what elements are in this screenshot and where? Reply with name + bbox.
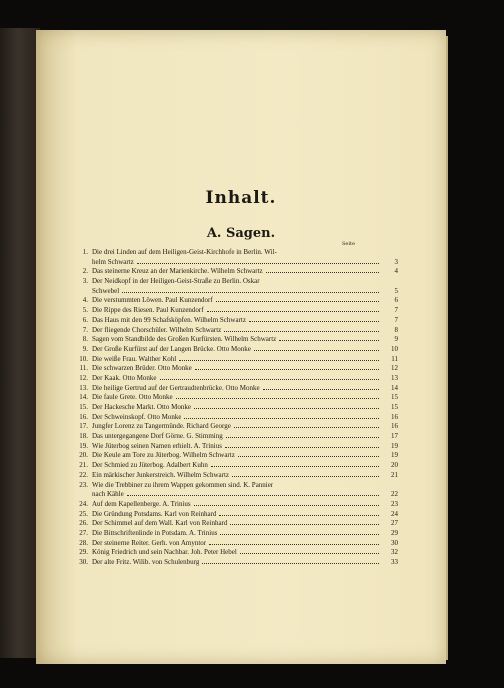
dot-leader (194, 408, 379, 409)
entry-page-number: 7 (394, 315, 398, 324)
entry-page-number: 19 (391, 451, 398, 460)
entry-page-number: 15 (391, 403, 398, 411)
toc-entry-continuation (78, 287, 398, 297)
entry-page-number: 13 (391, 373, 398, 382)
entry-page-number: 23 (391, 499, 398, 508)
toc-entry (78, 529, 398, 539)
toc-entry (78, 393, 398, 403)
entry-title: Die verstummten Löwen. Paul Kunzendorf (92, 296, 213, 305)
dot-leader (137, 263, 379, 264)
toc-entry (78, 345, 398, 355)
entry-number: 17. (79, 422, 88, 431)
entry-number: 4. (82, 296, 88, 305)
toc-entry (78, 248, 398, 258)
entry-title: Der Neidkopf in der Heiligen-Geist-Straße zu Berlin. Oskar (92, 277, 260, 286)
entry-page-number: 30 (391, 538, 398, 547)
entry-number: 22. (79, 470, 88, 479)
entry-page-number: 15 (391, 393, 398, 402)
toc-entry (78, 355, 398, 365)
entry-page-number: 8 (394, 325, 398, 334)
dot-leader (224, 331, 379, 332)
entry-number: 26. (79, 519, 88, 528)
entry-page-number: 16 (391, 422, 398, 431)
toc-entry (78, 384, 398, 394)
dot-leader (216, 301, 379, 302)
dot-leader (230, 524, 379, 525)
toc-entry (78, 306, 398, 316)
toc-entry (78, 277, 398, 287)
toc-entry (78, 451, 398, 461)
entry-page-number: 22 (391, 490, 398, 499)
entry-page-number: 4 (394, 267, 398, 276)
dot-leader (202, 563, 379, 564)
entry-page-number: 10 (391, 344, 398, 353)
entry-title: Die Bittschriftenlinde in Potsdam. A. Trinius (92, 528, 218, 537)
entry-number: 5. (82, 306, 88, 315)
entry-title: Das Haus mit den 99 Schafsköpfen. Wilhelm Schwartz (92, 315, 246, 324)
toc-entry (78, 413, 398, 423)
entry-page-number: 32 (391, 548, 398, 557)
toc-entry (78, 267, 398, 277)
toc-entry (78, 364, 398, 374)
entry-page-number: 3 (394, 257, 398, 266)
entry-title: König Friedrich und sein Nachbar. Joh. Peter Hebel (92, 548, 237, 557)
entry-title: Das steinerne Kreuz an der Marienkirche. Wilhelm Schwartz (92, 267, 263, 276)
entry-page-number: 17 (391, 432, 398, 441)
toc-entry (78, 296, 398, 306)
entry-number: 6. (82, 315, 88, 324)
entry-page-number: 24 (391, 509, 398, 518)
entry-number: 28. (79, 538, 88, 547)
entry-number: 9. (82, 344, 88, 353)
entry-page-number: 29 (391, 528, 398, 537)
entry-page-number: 6 (394, 296, 398, 305)
entry-number: 24. (79, 499, 88, 508)
dot-leader (249, 321, 379, 322)
toc-entry (78, 539, 398, 549)
dot-leader (226, 437, 379, 438)
entry-title: Der alte Fritz. Wilib. von Schulenburg (92, 558, 200, 566)
entry-page-number: 16 (391, 412, 398, 421)
dot-leader (176, 398, 379, 399)
entry-page-number: 20 (391, 461, 398, 470)
entry-number: 7. (82, 325, 88, 334)
entry-title: Der Schmied zu Jüterbog. Adalbert Kuhn (92, 461, 208, 470)
entry-number: 10. (79, 354, 88, 363)
entry-title: Der Kaak. Otto Monke (92, 373, 157, 382)
entry-title: Der Schweinskopf. Otto Monke (92, 412, 182, 421)
entry-title: Die Gründung Potsdams. Karl von Reinhard (92, 509, 217, 518)
entry-title: Die drei Linden auf dem Heiligen-Geist-Kirchhofe in Berlin. Wil- (92, 248, 277, 256)
entry-number: 11. (79, 364, 88, 373)
entry-number: 14. (79, 393, 88, 402)
dot-leader (207, 311, 379, 312)
entry-title-continuation: nach Kähle (92, 490, 124, 499)
entry-title-continuation: helm Schwartz (92, 257, 134, 266)
toc-entry (78, 432, 398, 442)
toc-entry (78, 548, 398, 558)
entry-title: Der fliegende Chorschüler. Wilhelm Schwartz (92, 325, 222, 334)
dot-leader (195, 369, 379, 370)
page-title: Inhalt. (205, 188, 277, 208)
entry-number: 18. (79, 432, 88, 441)
table-of-contents (78, 248, 398, 568)
dot-leader (238, 456, 379, 457)
entry-number: 12. (79, 373, 88, 382)
entry-number: 2. (82, 267, 88, 276)
entry-number: 21. (79, 461, 88, 470)
toc-entry (78, 471, 398, 481)
dot-leader (179, 360, 379, 361)
entry-title: Der steinerne Reiter. Gerh. von Amyntor (92, 538, 207, 547)
toc-entry (78, 558, 398, 568)
toc-entry (78, 403, 398, 413)
toc-entry (78, 374, 398, 384)
dot-leader (211, 466, 379, 467)
entry-page-number: 21 (391, 470, 398, 479)
book-page (36, 30, 446, 664)
entry-page-number: 33 (391, 558, 398, 566)
toc-entry (78, 500, 398, 510)
entry-page-number: 7 (394, 306, 398, 315)
dot-leader (122, 292, 379, 293)
entry-number: 30. (79, 558, 88, 566)
dot-leader (240, 553, 379, 554)
toc-entry (78, 519, 398, 529)
toc-entry-continuation (78, 258, 398, 268)
entry-title: Jungfer Lorenz zu Tangermünde. Richard George (92, 422, 231, 431)
dot-leader (127, 495, 379, 496)
entry-number: 3. (82, 277, 88, 286)
entry-page-number: 14 (391, 383, 398, 392)
entry-title: Der Hackesche Markt. Otto Monke (92, 403, 191, 411)
entry-title-continuation: Schwebel (92, 286, 120, 295)
entry-title: Ein märkischer Junkerstreich. Wilhelm Schwartz (92, 470, 230, 479)
toc-entry (78, 481, 398, 491)
dot-leader (279, 340, 379, 341)
dot-leader (160, 379, 379, 380)
entry-title: Der Große Kurfürst auf der Langen Brücke. Otto Monke (92, 344, 251, 353)
entry-title: Die Keule am Tore zu Jüterbog. Wilhelm Schwartz (92, 451, 235, 460)
dot-leader (263, 389, 379, 390)
entry-number: 13. (79, 383, 88, 392)
entry-number: 19. (79, 441, 88, 450)
entry-title: Wie Jüterbog seinen Namen erhielt. A. Trinius (92, 441, 222, 450)
toc-entry (78, 326, 398, 336)
entry-number: 27. (79, 528, 88, 537)
entry-title: Die Rippe des Riesen. Paul Kunzendorf (92, 306, 204, 315)
dot-leader (225, 447, 379, 448)
toc-entry (78, 461, 398, 471)
dot-leader (209, 544, 379, 545)
entry-title: Wie die Trebbiner zu ihrem Wappen gekommen sind. K. Pannier (92, 480, 274, 489)
dot-leader (194, 505, 379, 506)
entry-title: Die weiße Frau. Walther Kohl (92, 354, 177, 363)
section-heading: A. Sagen. (206, 226, 276, 241)
entry-number: 25. (79, 509, 88, 518)
dot-leader (184, 418, 379, 419)
dot-leader (254, 350, 379, 351)
entry-page-number: 11 (391, 354, 398, 363)
dot-leader (232, 476, 379, 477)
entry-page-number: 5 (394, 286, 398, 295)
toc-entry-continuation (78, 490, 398, 500)
entry-number: 23. (79, 480, 88, 489)
entry-number: 8. (82, 335, 88, 344)
dot-leader (266, 272, 379, 273)
page-column-label: Seite (342, 241, 355, 247)
dot-leader (219, 515, 379, 516)
entry-title: Die heilige Gertrud auf der Gertraudtenbrücke. Otto Monke (92, 383, 260, 392)
entry-title: Die schwarzen Brüder. Otto Monke (92, 364, 192, 373)
entry-page-number: 9 (394, 335, 398, 344)
entry-number: 1. (82, 248, 88, 256)
entry-title: Die faule Grete. Otto Monke (92, 393, 173, 402)
toc-entry (78, 316, 398, 326)
entry-number: 16. (79, 412, 88, 421)
entry-number: 29. (79, 548, 88, 557)
dot-leader (234, 427, 379, 428)
entry-page-number: 27 (391, 519, 398, 528)
entry-title: Der Schimmel auf dem Wall. Karl von Reinhard (92, 519, 228, 528)
toc-entry (78, 422, 398, 432)
entry-title: Sagen vom Standbilde des Großen Kurfürsten. Wilhelm Schwartz (92, 335, 277, 344)
toc-entry (78, 510, 398, 520)
dot-leader (220, 534, 379, 535)
entry-page-number: 19 (391, 441, 398, 450)
toc-entry (78, 442, 398, 452)
entry-number: 15. (79, 403, 88, 411)
book-spine (0, 28, 40, 658)
entry-title: Das untergegangene Dorf Görne. G. Stimming (92, 432, 223, 441)
toc-entry (78, 335, 398, 345)
entry-title: Auf dem Kapellenberge. A. Trinius (92, 499, 191, 508)
entry-page-number: 12 (391, 364, 398, 373)
entry-number: 20. (79, 451, 88, 460)
